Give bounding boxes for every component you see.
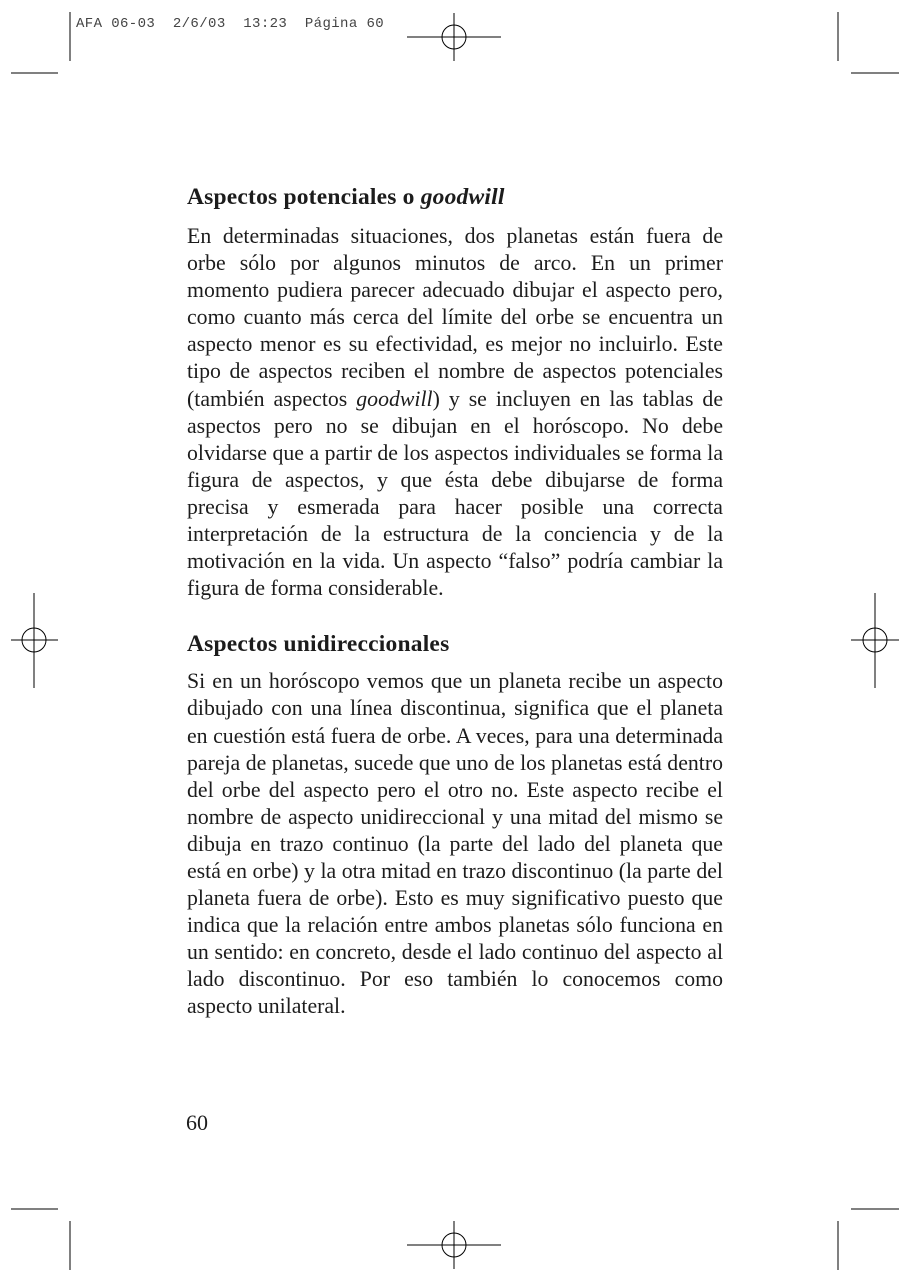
paragraph-text-part1: En determinadas situaciones, dos planetas están fuera de orbe sólo por algunos minutos de arco. En un primer momento pudiera parecer adecuado dibujar el aspecto pero, como cuanto más cerca del límite del orbe se encuentra un aspecto menor es su efectividad, es mejor no incluirlo. Este tipo de aspectos reciben el nombre de aspectos potenciales (también aspectos — [187, 224, 723, 411]
section-heading-aspectos-potenciales — [187, 182, 723, 212]
paragraph-italic-term: goodwill — [356, 386, 433, 411]
heading-text: Aspectos potenciales o — [187, 184, 421, 210]
paragraph-text-part2: ) y se incluyen en las tablas de aspectos pero no se dibujan en el horóscopo. No debe olvidarse que a partir de los aspectos individuales se forma la figura de aspectos, y que ésta debe dibujarse de forma precisa y esmerada para hacer posible una correcta interpretación de la estructura de la conciencia y de la motivación en la vida. Un aspecto “falso” podría cambiar la figura de forma considerable. — [187, 386, 724, 601]
registration-mark-top — [407, 13, 501, 61]
registration-mark-right — [851, 593, 899, 688]
registration-mark-left — [11, 593, 58, 688]
paragraph-aspectos-unidireccionales: Si en un horóscopo vemos que un planeta recibe un aspecto dibujado con una línea discontinua, significa que el planeta en cuestión está fuera de orbe. A veces, para una determinada pareja de planetas, sucede que uno de los planetas está dentro del orbe del aspecto pero el otro no. Este aspecto recibe el nombre de aspecto unidireccional y una mitad del mismo se dibuja en trazo continuo (la parte del lado del planeta que está en orbe) y la otra mitad en trazo discontinuo (la parte del planeta fuera de orbe). Esto es muy significativo puesto que indica que la relación entre ambos planetas sólo funciona en un sentido: en concreto, desde el lado continuo del aspecto al lado discontinuo. Por eso también lo conocemos como aspecto unilateral. — [187, 669, 723, 1019]
printer-slug-line: AFA 06-03 2/6/03 13:23 Página 60 — [76, 16, 385, 32]
heading-italic-term: goodwill — [420, 184, 505, 210]
page-number: 60 — [186, 1110, 208, 1135]
paragraph-aspectos-potenciales — [187, 223, 723, 602]
registration-mark-bottom — [407, 1221, 501, 1269]
section-heading-aspectos-unidireccionales: Aspectos unidireccionales — [187, 631, 450, 658]
page-body — [187, 182, 723, 1021]
